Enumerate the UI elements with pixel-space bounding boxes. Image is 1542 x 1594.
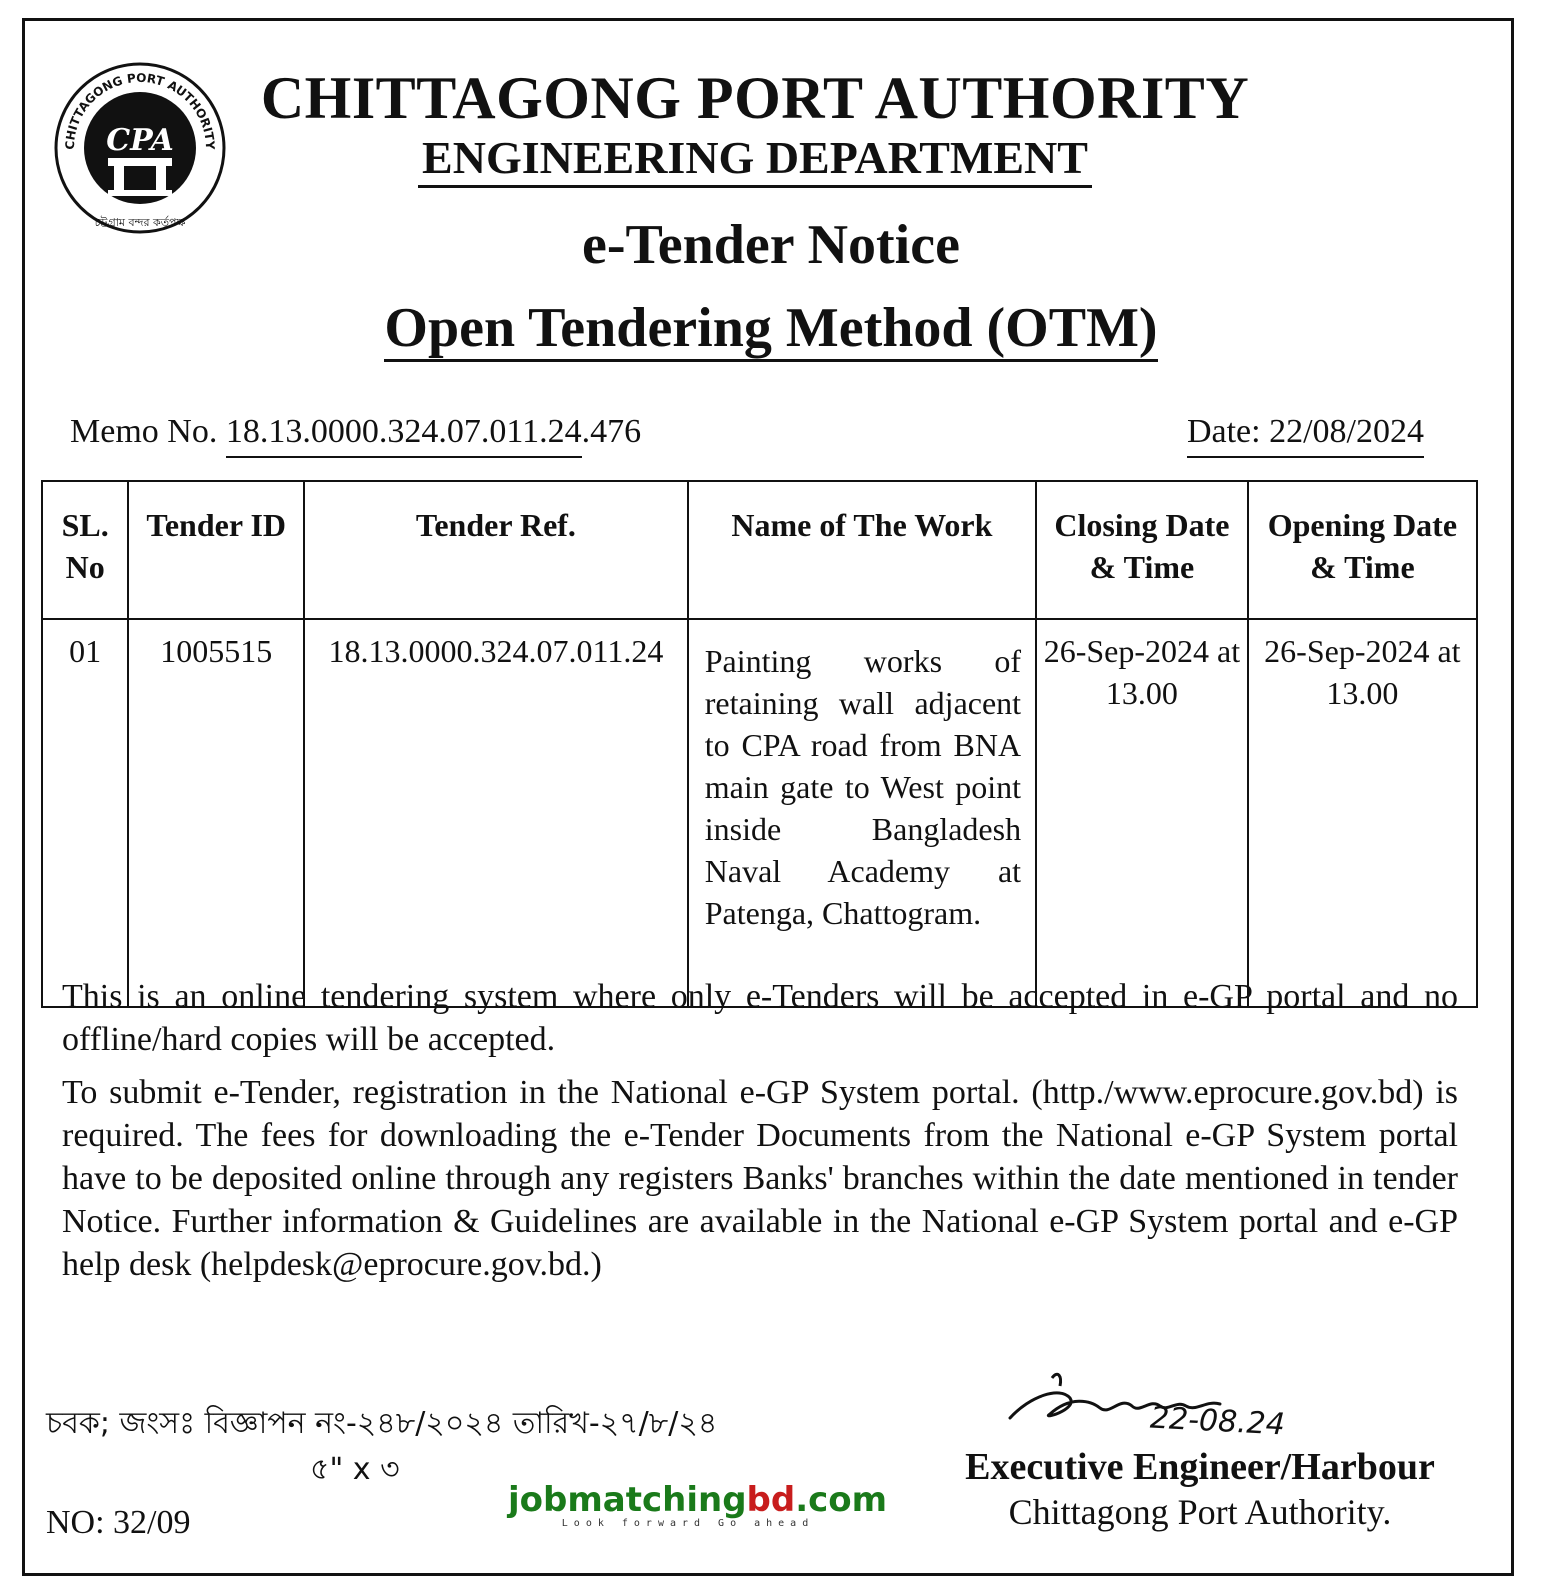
header-opening: Opening Date & Time: [1248, 481, 1477, 619]
header-work: Name of The Work: [688, 481, 1036, 619]
signatory-designation: Executive Engineer/Harbour: [965, 1446, 1435, 1488]
header-tender-id: Tender ID: [128, 481, 304, 619]
notice-number: NO: 32/09: [46, 1504, 191, 1541]
watermark-text: jobmatchingbd.com: [508, 1480, 888, 1520]
method-title-text: Open Tendering Method (OTM): [384, 297, 1157, 362]
memo-suffix: .476: [581, 413, 642, 450]
signature-date: 22-08.24: [1149, 1400, 1286, 1443]
department-title: [250, 130, 1260, 186]
logo-bottom-text: চট্টগ্রাম বন্দর কর্তৃপক্ষ: [94, 216, 186, 229]
header-tender-ref: Tender Ref.: [304, 481, 688, 619]
memo-number: [70, 410, 641, 458]
cell-closing: 26-Sep-2024 at 13.00: [1036, 619, 1248, 1007]
organization-title: CHITTAGONG PORT AUTHORITY: [260, 65, 1250, 131]
header-sl: SL. No: [42, 481, 128, 619]
table-row: [42, 619, 1477, 1007]
tender-table: [41, 480, 1478, 1008]
registration-paragraph: To submit e-Tender, registration in the National e-GP System portal. (http./www.eprocure.gov.bd) is required. The fees for downloading the e-Tender Documents from the National e-GP System portal have to be deposited online through any registers Banks' branches within the date mentioned in tender Notice. Further information & Guidelines are available in the National e-GP System portal and e-GP help desk (helpdesk@eprocure.gov.bd.): [62, 1074, 1458, 1283]
watermark: [508, 1480, 888, 1529]
online-system-paragraph: This is an online tendering system where only e-Tenders will be accepted in e-GP portal and no offline/hard copies will be accepted.: [62, 978, 1458, 1058]
signatory-organization: Chittagong Port Authority.: [1008, 1492, 1392, 1532]
notice-title: e-Tender Notice: [582, 214, 960, 276]
header-closing: Closing Date & Time: [1036, 481, 1248, 619]
cell-opening: 26-Sep-2024 at 13.00: [1248, 619, 1477, 1007]
bangla-ad-reference: চবক; জংসঃ বিজ্ঞাপন নং-২৪৮/২০২৪ তারিখ-২৭/৮/২৪: [46, 1406, 718, 1441]
method-title: [0, 295, 1542, 361]
logo-ring-text: CHITTAGONG PORT AUTHORITY: [62, 70, 218, 150]
cell-tender-ref: 18.13.0000.324.07.011.24: [304, 619, 688, 1007]
table-header-row: [42, 481, 1477, 619]
cell-sl: 01: [42, 619, 128, 1007]
memo-value: 18.13.0000.324.07.011.24: [226, 410, 582, 458]
department-title-text: ENGINEERING DEPARTMENT: [418, 132, 1092, 188]
memo-date: Date: 22/08/2024: [1187, 410, 1424, 458]
logo-text: CPA: [106, 123, 174, 158]
cell-tender-id: 1005515: [128, 619, 304, 1007]
watermark-tagline: Look forward Go ahead: [561, 1518, 815, 1529]
cell-work: Painting works of retaining wall adjacent to CPA road from BNA main gate to West point inside Bangladesh Naval Academy at Patenga, Chattogram.: [688, 619, 1036, 1007]
ad-size: ৫" x ৩: [310, 1452, 400, 1487]
cpa-logo-icon: [52, 60, 228, 236]
memo-label: Memo No.: [70, 413, 218, 450]
